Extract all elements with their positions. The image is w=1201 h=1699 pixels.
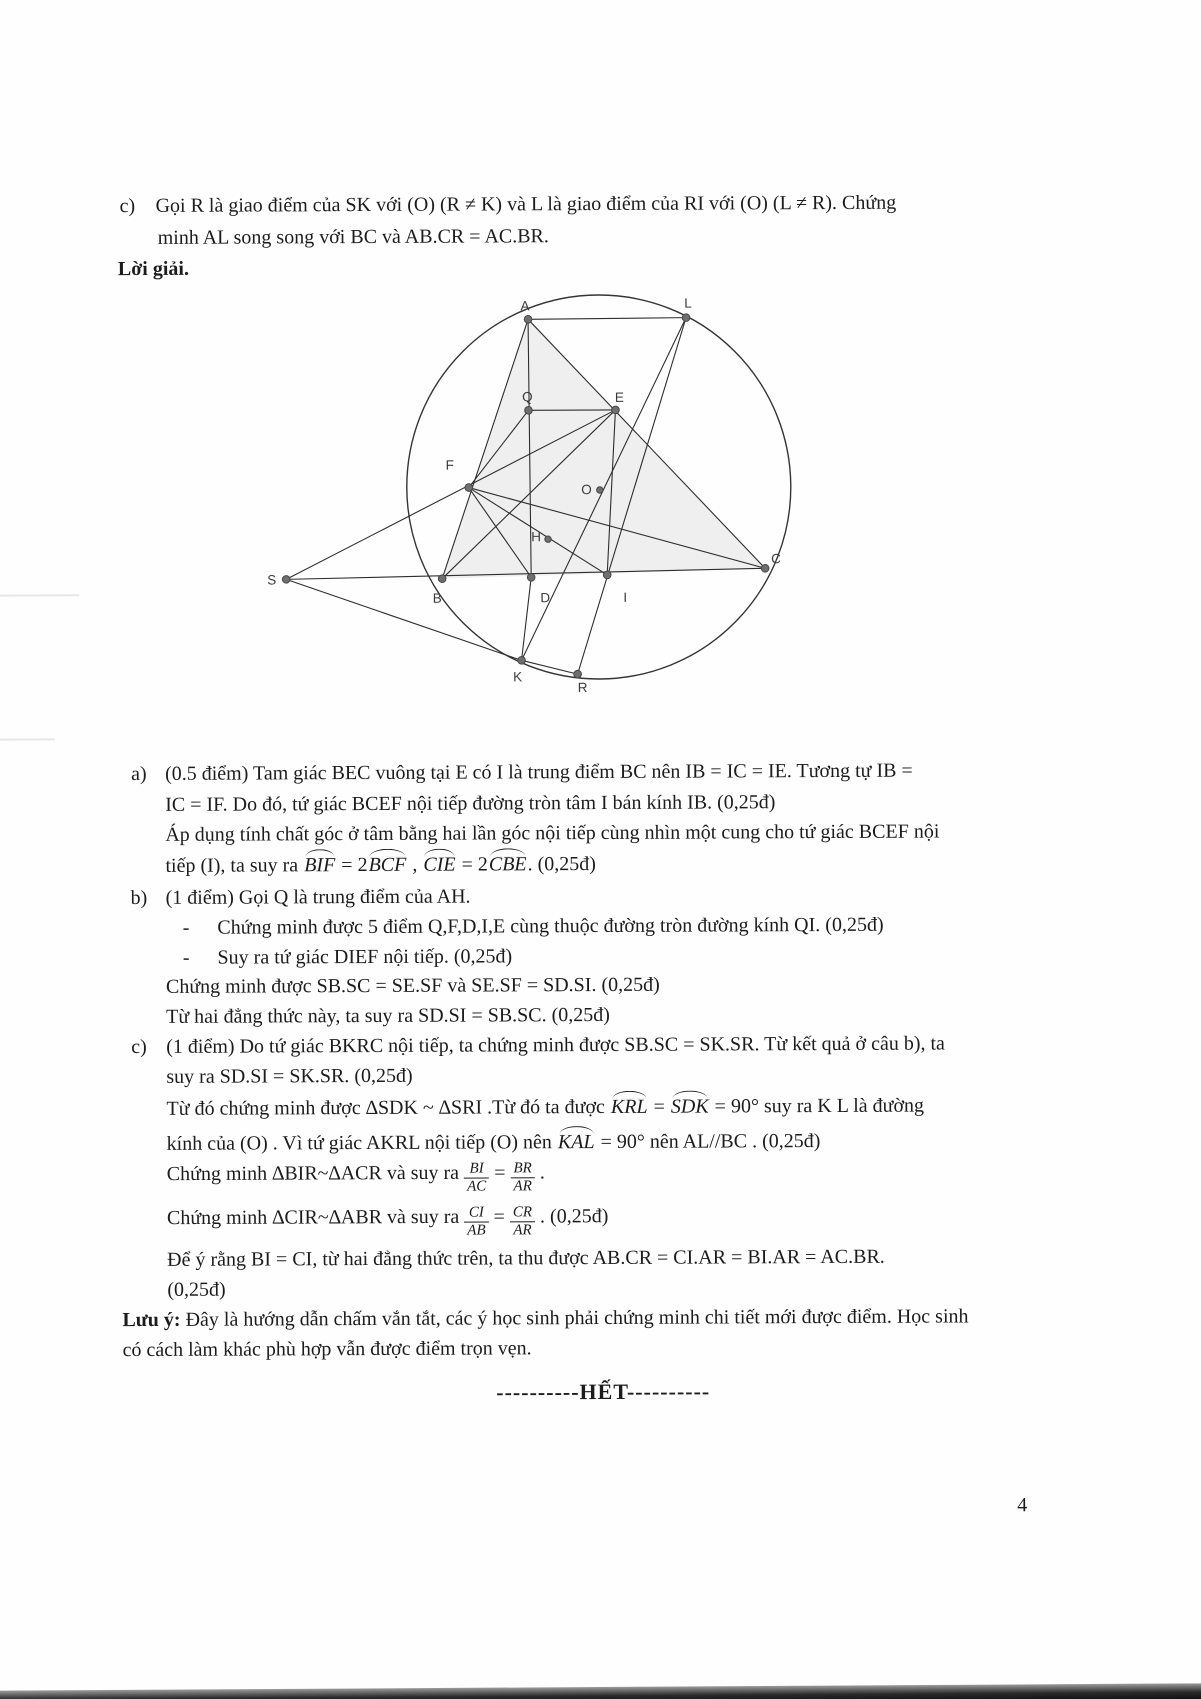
part-a-line-3: Áp dụng tính chất góc ở tâm bằng hai lần góc nội tiếp cùng nhìn một cung cho tứ giác BCEF nội bbox=[165, 820, 940, 846]
point-label-D: D bbox=[540, 590, 551, 606]
part-b-label: b) bbox=[130, 886, 148, 910]
note-line-1-text: Đây là hướng dẫn chấm vắn tắt, các ý học sinh phải chứng minh chi tiết mới được điểm. Học sinh bbox=[180, 1305, 969, 1331]
part-c-line-4-post: nên AL//BC . (0,25đ) bbox=[644, 1130, 821, 1153]
part-b-line-1: (1 điểm) Gọi Q là trung điểm của AH. bbox=[165, 885, 471, 909]
part-c-line-3-pre: Từ đó chứng minh được ∆SDK ~ ∆SRI .Từ đó ta được bbox=[166, 1095, 610, 1120]
part-b-bullet-2-text: Suy ra tứ giác DIEF nội tiếp. (0,25đ) bbox=[217, 945, 513, 969]
part-c-label: c) bbox=[131, 1035, 147, 1059]
scan-artifact bbox=[0, 594, 79, 596]
fraction-denominator: AC bbox=[467, 1178, 487, 1195]
problem-line-2: minh AL song song với BC và AB.CR = AC.BR. bbox=[157, 225, 549, 249]
fraction-numerator: BI bbox=[464, 1160, 489, 1178]
fraction-numerator: CI bbox=[464, 1204, 488, 1222]
part-a-line-4-sep: , bbox=[407, 853, 423, 876]
part-c-line-5 bbox=[167, 1160, 545, 1197]
point-label-C: C bbox=[771, 551, 781, 567]
part-c-line-3-deg: = 90° bbox=[709, 1095, 759, 1118]
part-b-bullet-1 bbox=[183, 913, 884, 941]
point-label-O: O bbox=[581, 482, 592, 498]
note-label: Lưu ý: bbox=[122, 1308, 181, 1332]
part-b-bullet-2 bbox=[183, 944, 512, 970]
note-line-1 bbox=[122, 1304, 968, 1333]
problem-item-label: c) bbox=[119, 195, 136, 218]
part-b-bullet-1-text: Chứng minh được 5 điểm Q,F,D,I,E cùng thuộc đường tròn đường kính QI. (0,25đ) bbox=[217, 913, 884, 939]
part-c-line-7: Để ý rằng BI = CI, từ hai đẳng thức trên, ta thu được AB.CR = CI.AR = BI.AR = AC.BR. bbox=[167, 1245, 885, 1271]
page-number: 4 bbox=[1017, 1494, 1028, 1517]
part-c-line-6 bbox=[167, 1204, 609, 1241]
point-label-S: S bbox=[267, 572, 277, 588]
point-label-K: K bbox=[513, 669, 523, 685]
angle-KAL: KAL bbox=[557, 1130, 596, 1155]
point-label-H: H bbox=[531, 529, 542, 545]
part-c-line-1: (1 điểm) Do tứ giác BKRC nội tiếp, ta chứng minh được SB.SC = SK.SR. Từ kết quả ở câu b), ta bbox=[166, 1032, 945, 1058]
point-label-F: F bbox=[445, 457, 454, 473]
scan-artifact bbox=[0, 738, 55, 740]
part-c-line-4 bbox=[167, 1129, 821, 1157]
point-label-Q: Q bbox=[522, 389, 533, 405]
part-b-line-4: Từ hai đẳng thức này, ta suy ra SD.SI = SB.SC. (0,25đ) bbox=[166, 1003, 611, 1028]
part-c-line-8: (0,25đ) bbox=[167, 1278, 226, 1301]
part-c-line-3 bbox=[166, 1094, 924, 1122]
part-a-line-4-eq1: = 2 bbox=[336, 854, 368, 877]
part-c-line-4-deg: = 90° bbox=[595, 1130, 645, 1154]
bullet-dash: - bbox=[182, 946, 190, 969]
angle-CBE: CBE bbox=[488, 852, 528, 877]
part-c-line-3-eq: = bbox=[648, 1095, 670, 1118]
part-a-line-4 bbox=[165, 852, 596, 879]
fraction-CI-AB bbox=[464, 1204, 488, 1240]
part-a-line-4-pre: tiếp (I), ta suy ra bbox=[165, 854, 304, 877]
part-a-line-4-post: . (0,25đ) bbox=[527, 853, 596, 876]
part-c-line-5-post: . bbox=[534, 1161, 545, 1184]
triangle-ABC-shading bbox=[441, 318, 765, 578]
bullet-dash: - bbox=[182, 916, 190, 939]
point-label-L: L bbox=[684, 295, 692, 311]
note-line-2: có cách làm khác phù hợp vẫn được điểm trọn vẹn. bbox=[122, 1337, 532, 1362]
fraction-CR-AR bbox=[510, 1204, 535, 1240]
part-b-line-3: Chứng minh được SB.SC = SE.SF và SE.SF = SD.SI. (0,25đ) bbox=[165, 973, 660, 998]
part-a-label: a) bbox=[130, 762, 147, 786]
geometry-diagram bbox=[228, 287, 830, 714]
angle-BIF: BIF bbox=[303, 853, 336, 878]
fraction-denominator: AR bbox=[513, 1178, 532, 1195]
part-a-line-4-eq2: = 2 bbox=[456, 853, 488, 876]
part-c-line-5-eq: = bbox=[489, 1161, 511, 1184]
part-c-line-6-pre: Chứng minh ∆CIR~∆ABR và suy ra bbox=[166, 1205, 465, 1230]
fraction-numerator: CR bbox=[510, 1204, 535, 1222]
angle-CIE: CIE bbox=[422, 853, 456, 878]
angle-BCF: BCF bbox=[367, 853, 407, 878]
part-c-line-6-eq: = bbox=[488, 1205, 510, 1228]
fraction-denominator: AB bbox=[467, 1222, 486, 1239]
fraction-BI-AC bbox=[464, 1160, 489, 1196]
end-marker: ----------HẾT---------- bbox=[496, 1378, 711, 1405]
solution-heading: Lời giải. bbox=[117, 257, 189, 281]
part-c-line-4-pre: kính của (O) . Vì tứ giác AKRL nội tiếp (O) nên bbox=[166, 1131, 557, 1155]
part-a-line-1: (0.5 điểm) Tam giác BEC vuông tại E có I là trung điểm BC nên IB = IC = IE. Tương tự IB = bbox=[164, 759, 913, 785]
angle-SDK: SDK bbox=[670, 1095, 710, 1120]
problem-line-1: Gọi R là giao điểm của SK với (O) (R ≠ K) và L là giao điểm của RI với (O) (L ≠ R). Chứng bbox=[155, 191, 897, 217]
fraction-numerator: BR bbox=[510, 1160, 534, 1178]
fraction-denominator: AR bbox=[513, 1222, 532, 1239]
part-c-line-3-post: suy ra K L là đường bbox=[758, 1094, 925, 1118]
angle-KRL: KRL bbox=[610, 1095, 649, 1120]
part-c-line-5-pre: Chứng minh ∆BIR~∆ACR và suy ra bbox=[166, 1161, 465, 1186]
point-label-I: I bbox=[623, 589, 628, 605]
part-a-line-2: IC = IF. Do đó, tứ giác BCEF nội tiếp đường tròn tâm I bán kính IB. (0,25đ) bbox=[165, 791, 776, 816]
part-c-line-2: suy ra SD.SI = SK.SR. (0,25đ) bbox=[166, 1064, 413, 1088]
point-label-B: B bbox=[432, 590, 442, 606]
point-label-E: E bbox=[614, 389, 624, 405]
point-label-R: R bbox=[577, 680, 588, 696]
fraction-BR-AR bbox=[510, 1160, 534, 1196]
part-c-line-6-post: . (0,25đ) bbox=[534, 1205, 609, 1228]
point-label-A: A bbox=[520, 298, 530, 314]
